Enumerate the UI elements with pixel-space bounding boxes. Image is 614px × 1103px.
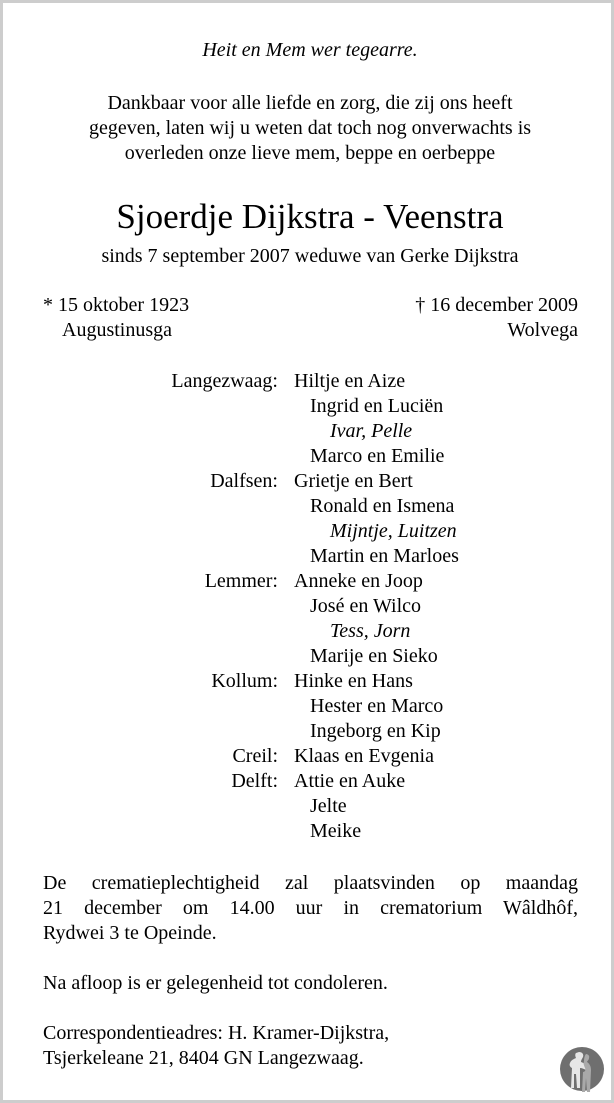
family-row <box>3 619 614 644</box>
family-member-name: Ingrid en Luciën <box>310 395 444 417</box>
family-location: Delft: <box>231 770 278 792</box>
family-row <box>3 469 614 494</box>
cremation-notice <box>43 871 578 946</box>
family-row <box>3 794 614 819</box>
cremation-line: De crematieplechtigheid zal plaatsvinden op maandag <box>43 872 578 894</box>
correspondence-line: Tsjerkeleane 21, 8404 GN Langezwaag. <box>43 1047 364 1069</box>
family-member-name: Jelte <box>310 795 347 817</box>
family-row <box>3 744 614 769</box>
family-member-name: Attie en Auke <box>294 770 406 792</box>
family-member-name: Klaas en Evgenia <box>294 745 434 767</box>
deceased-name: Sjoerdje Dijkstra - Veenstra <box>116 197 504 236</box>
correspondence-address <box>43 1021 578 1071</box>
death-date: 16 december 2009 <box>430 294 578 316</box>
family-member-name: Hiltje en Aize <box>294 370 406 392</box>
family-row <box>3 694 614 719</box>
intro-line: gegeven, laten wij u weten dat toch nog onverwachts is <box>88 117 532 139</box>
family-row <box>3 719 614 744</box>
widow-line: sinds 7 september 2007 weduwe van Gerke Dijkstra <box>101 245 519 267</box>
death-date-line <box>415 293 578 318</box>
family-member-name: Anneke en Joop <box>294 570 423 592</box>
intro-line: Dankbaar voor alle liefde en zorg, die zij ons heeft <box>107 92 513 114</box>
family-row <box>3 769 614 794</box>
birth-date: 15 oktober 1923 <box>58 294 190 316</box>
correspondence-line: Correspondentieadres: H. Kramer-Dijkstra, <box>43 1022 390 1044</box>
cremation-line: 21 december om 14.00 uur in crematorium Wâldhôf, <box>43 897 578 919</box>
family-location: Lemmer: <box>204 570 278 592</box>
death-symbol: † <box>415 294 426 316</box>
family-member-name: Ingeborg en Kip <box>310 720 441 742</box>
grandchildren-names: Mijntje, Luitzen <box>330 520 457 542</box>
birth-info <box>43 293 189 343</box>
family-member-name: Hinke en Hans <box>294 670 413 692</box>
condolence-notice: Na afloop is er gelegenheid tot condoleren. <box>43 972 388 994</box>
family-member-name: José en Wilco <box>310 595 422 617</box>
intro-text <box>3 91 614 166</box>
grandchildren-names: Tess, Jorn <box>330 620 411 642</box>
family-row <box>3 819 614 844</box>
family-list <box>3 369 614 844</box>
family-row <box>3 594 614 619</box>
family-row <box>3 519 614 544</box>
death-info <box>415 293 578 343</box>
birth-place: Augustinusga <box>62 319 172 341</box>
motto: Heit en Mem wer tegearre. <box>202 39 418 61</box>
family-location: Langezwaag: <box>171 370 278 392</box>
intro-line: overleden onze lieve mem, beppe en oerbeppe <box>124 142 496 164</box>
family-row <box>3 644 614 669</box>
embracing-couple-logo-icon <box>559 1046 605 1092</box>
grandchildren-names: Ivar, Pelle <box>330 420 413 442</box>
family-row <box>3 669 614 694</box>
family-row <box>3 444 614 469</box>
family-location: Creil: <box>232 745 278 767</box>
family-row <box>3 394 614 419</box>
family-member-name: Meike <box>310 820 362 842</box>
family-member-name: Hester en Marco <box>310 695 444 717</box>
family-member-name: Ronald en Ismena <box>310 495 455 517</box>
family-row <box>3 369 614 394</box>
cremation-line: Rydwei 3 te Opeinde. <box>43 922 217 944</box>
family-member-name: Marije en Sieko <box>310 645 438 667</box>
family-row <box>3 544 614 569</box>
family-member-name: Grietje en Bert <box>294 470 413 492</box>
family-member-name: Marco en Emilie <box>310 445 445 467</box>
family-row <box>3 569 614 594</box>
death-place: Wolvega <box>507 319 578 341</box>
family-location: Dalfsen: <box>210 470 278 492</box>
birth-symbol: * <box>43 294 53 316</box>
family-row <box>3 419 614 444</box>
family-location: Kollum: <box>211 670 278 692</box>
family-member-name: Martin en Marloes <box>310 545 459 567</box>
family-row <box>3 494 614 519</box>
